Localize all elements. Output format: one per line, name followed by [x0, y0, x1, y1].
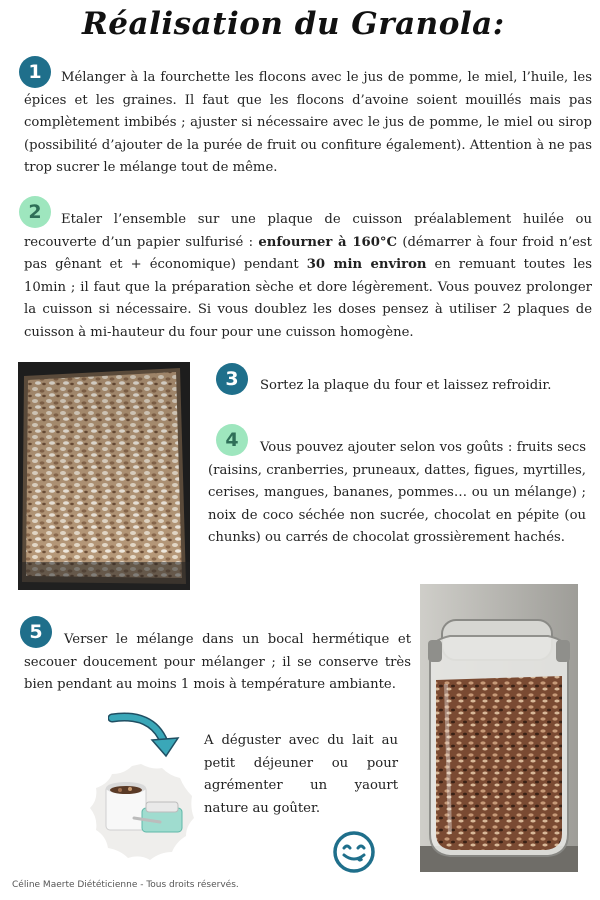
step-2-text: Etaler l’ensemble sur une plaque de cuisson préalablement huilée ou recouverte d’un papier sulfurisé : enfourner à 160°C (démarrer à four froid n’est pas gênant et + économique) pendant 30 min environ en remuant toutes les 10min ; il faut que la préparation sèche et dore légèrement. Vous pouvez prolonger la cuisson si nécessaire. Si vous doublez les doses pensez à utiliser 2 plaques de cuisson à mi-hauteur du four pour une cuisson homogène. [24, 212, 592, 340]
step-2-number: 2 [19, 196, 51, 228]
step-3-text: Sortez la plaque du four et laissez refroidir. [260, 378, 552, 393]
granola-jar-photo [420, 584, 578, 872]
page-title: Réalisation du Granola: [82, 6, 505, 42]
step-2-oven-temp: enfourner à 160°C [258, 234, 397, 250]
step-1-number: 1 [19, 56, 51, 88]
step-5-number: 5 [20, 616, 52, 648]
step-4-text: Vous pouvez ajouter selon vos goûts : fruits secs (raisins, cranberries, pruneaux, dattes, figues, myrtilles, cerises, mangues, bananes, pommes… ou un mélange) ; noix de coco séchée non sucrée, chocolat en pépite (ou chunks) ou carrés de chocolat grossièrement hachés. [208, 440, 586, 545]
copyright-footer: Céline Maerte Diététicienne - Tous droits réservés. [12, 880, 239, 890]
yogurt-granola-photo [86, 762, 196, 862]
step-3-number: 3 [216, 363, 248, 395]
yummy-face-icon [332, 830, 376, 874]
granola-tray-photo [18, 362, 190, 590]
step-1-text: Mélanger à la fourchette les flocons avec le jus de pomme, le miel, l’huile, les épices et les graines. Il faut que les flocons d’avoine soient mouillés mais pas complètement imbibés ; ajuster si nécessaire avec le jus de pomme, le miel ou sirop (possibilité d’ajouter de la purée de fruit ou confiture également). Attention à ne pas trop sucrer le mélange tout de même. [24, 70, 592, 175]
step-5-text: Verser le mélange dans un bocal hermétique et secouer doucement pour mélanger ; il se conserve très bien pendant au moins 1 mois à température ambiante. [24, 632, 411, 692]
step-2-duration: 30 min environ [306, 257, 427, 272]
serving-tip: A déguster avec du lait au petit déjeuner ou pour agrémenter un yaourt nature au goûter. [204, 733, 398, 816]
curved-arrow-icon [108, 712, 180, 758]
step-4-number: 4 [216, 424, 248, 456]
